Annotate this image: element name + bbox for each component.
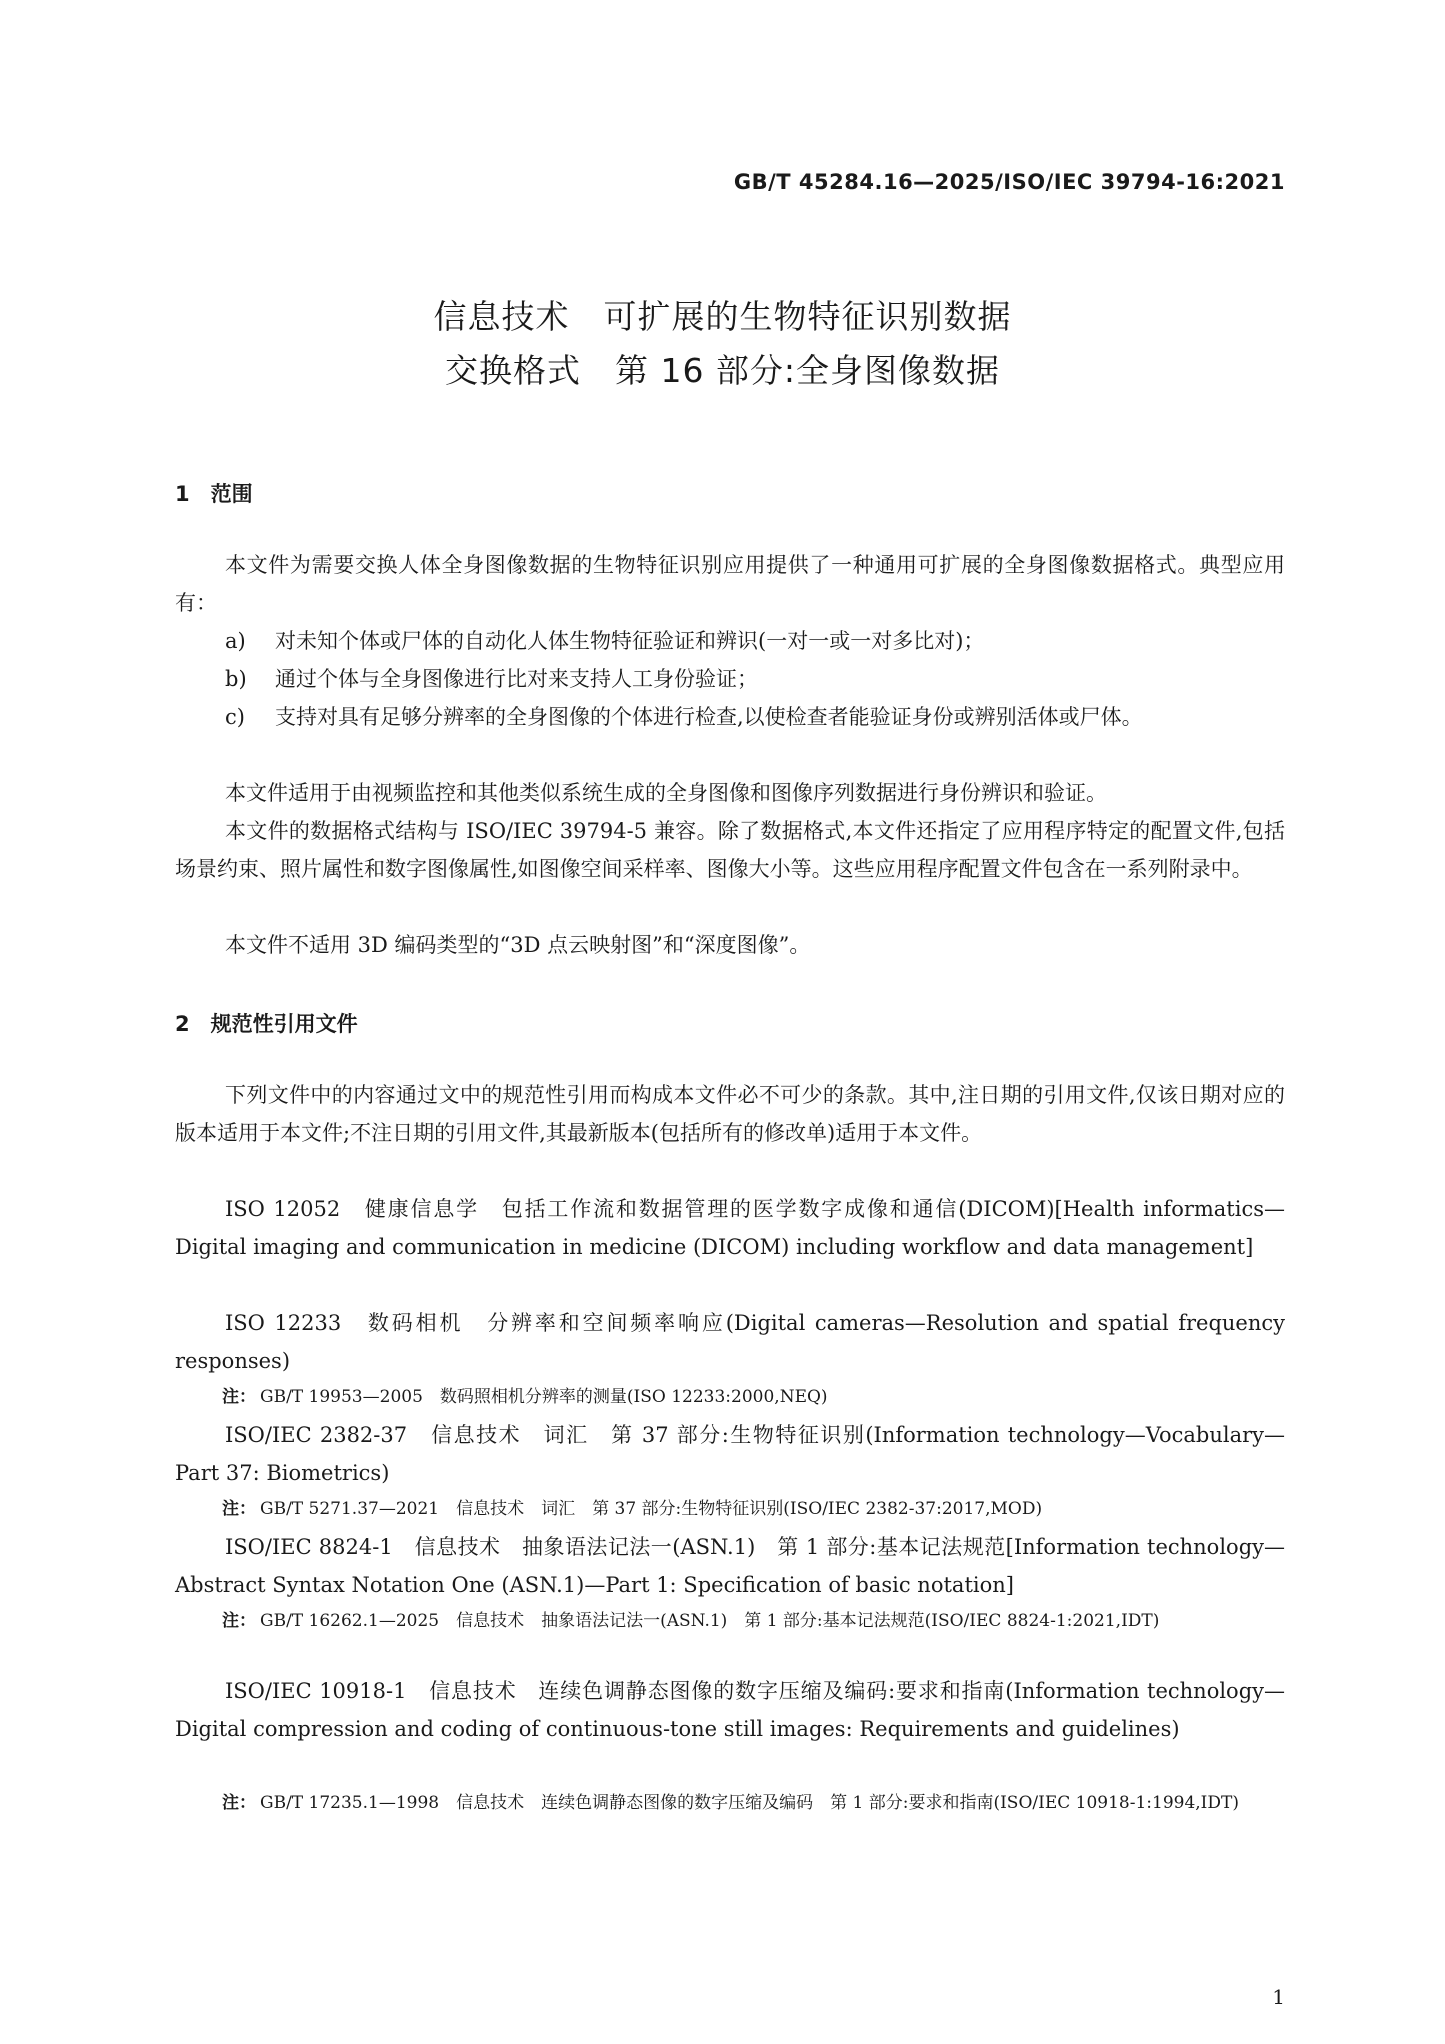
list-item-c [225,698,1285,736]
reference-iso-iec-10918-1: ISO/IEC 10918-1 信息技术 连续色调静态图像的数字压缩及编码:要求和指南(Information technology—Digital compression and coding of continuous-tone still images: Requirements and guidelines) [175,1679,1285,1741]
reference-note [222,1788,1284,1818]
reference-iso-12233: ISO 12233 数码相机 分辨率和空间频率响应(Digital cameras—Resolution and spatial frequency responses) [175,1311,1285,1373]
list-item-text: 支持对具有足够分辨率的全身图像的个体进行检查,以使检查者能验证身份或辨别活体或尸体。 [275,705,1143,729]
list-item-label: a) [225,629,246,653]
list-item-text: 对未知个体或尸体的自动化人体生物特征验证和辨识(一对一或一对多比对)； [275,629,985,653]
reference-iso-iec-2382-37: ISO/IEC 2382-37 信息技术 词汇 第 37 部分:生物特征识别(Information technology—Vocabulary—Part 37: Biometrics) [175,1423,1285,1485]
note-label: 注： [222,1611,256,1631]
reference-note [222,1606,1284,1636]
list-item-b [225,660,1285,698]
section-2-heading: 2 规范性引用文件 [175,1012,358,1036]
note-text: GB/T 17235.1—1998 信息技术 连续色调静态图像的数字压缩及编码 第 1 部分:要求和指南(ISO/IEC 10918-1:1994,IDT) [260,1793,1240,1813]
section-1-intro: 本文件为需要交换人体全身图像数据的生物特征识别应用提供了一种通用可扩展的全身图像数据格式。典型应用有： [175,553,1285,615]
note-label: 注： [222,1499,256,1519]
reference-note [222,1494,1284,1524]
note-text: GB/T 16262.1—2025 信息技术 抽象语法记法一(ASN.1) 第 1 部分:基本记法规范(ISO/IEC 8824-1:2021,IDT) [260,1611,1160,1631]
reference-note [222,1382,1284,1412]
list-item-label: c) [225,705,245,729]
note-text: GB/T 5271.37—2021 信息技术 词汇 第 37 部分:生物特征识别(ISO/IEC 2382-37:2017,MOD) [260,1499,1043,1519]
document-title [0,290,1445,398]
document-code: GB/T 45284.16—2025/ISO/IEC 39794-16:2021 [733,170,1285,194]
note-text: GB/T 19953—2005 数码照相机分辨率的测量(ISO 12233:2000,NEQ) [260,1387,828,1407]
section-1-para-4: 本文件不适用 3D 编码类型的“3D 点云映射图”和“深度图像”。 [225,933,811,957]
list-item-label: b) [225,667,247,691]
list-item-text: 通过个体与全身图像进行比对来支持人工身份验证； [275,667,758,691]
reference-iso-iec-8824-1: ISO/IEC 8824-1 信息技术 抽象语法记法一(ASN.1) 第 1 部分:基本记法规范[Information technology—Abstract Syntax Notation One (ASN.1)—Part 1: Specification of basic notation] [175,1535,1285,1597]
section-1-para-2: 本文件适用于由视频监控和其他类似系统生成的全身图像和图像序列数据进行身份辨识和验证。 [225,781,1107,805]
section-1-heading: 1 范围 [175,482,253,506]
list-item-a [225,622,1285,660]
note-label: 注： [222,1387,256,1407]
note-label: 注： [222,1793,256,1813]
title-line-2: 交换格式 第 16 部分:全身图像数据 [444,351,1001,390]
page-number: 1 [1272,1985,1285,2009]
reference-iso-12052: ISO 12052 健康信息学 包括工作流和数据管理的医学数字成像和通信(DICOM)[Health informatics—Digital imaging and communication in medicine (DICOM) including workflow and data management] [175,1197,1285,1259]
section-2-intro: 下列文件中的内容通过文中的规范性引用而构成本文件必不可少的条款。其中,注日期的引用文件,仅该日期对应的版本适用于本文件;不注日期的引用文件,其最新版本(包括所有的修改单)适用于本文件。 [175,1083,1285,1145]
section-1-para-3: 本文件的数据格式结构与 ISO/IEC 39794-5 兼容。除了数据格式,本文件还指定了应用程序特定的配置文件,包括场景约束、照片属性和数字图像属性,如图像空间采样率、图像大小等。这些应用程序配置文件包含在一系列附录中。 [175,819,1285,881]
title-line-1: 信息技术 可扩展的生物特征识别数据 [433,297,1012,336]
